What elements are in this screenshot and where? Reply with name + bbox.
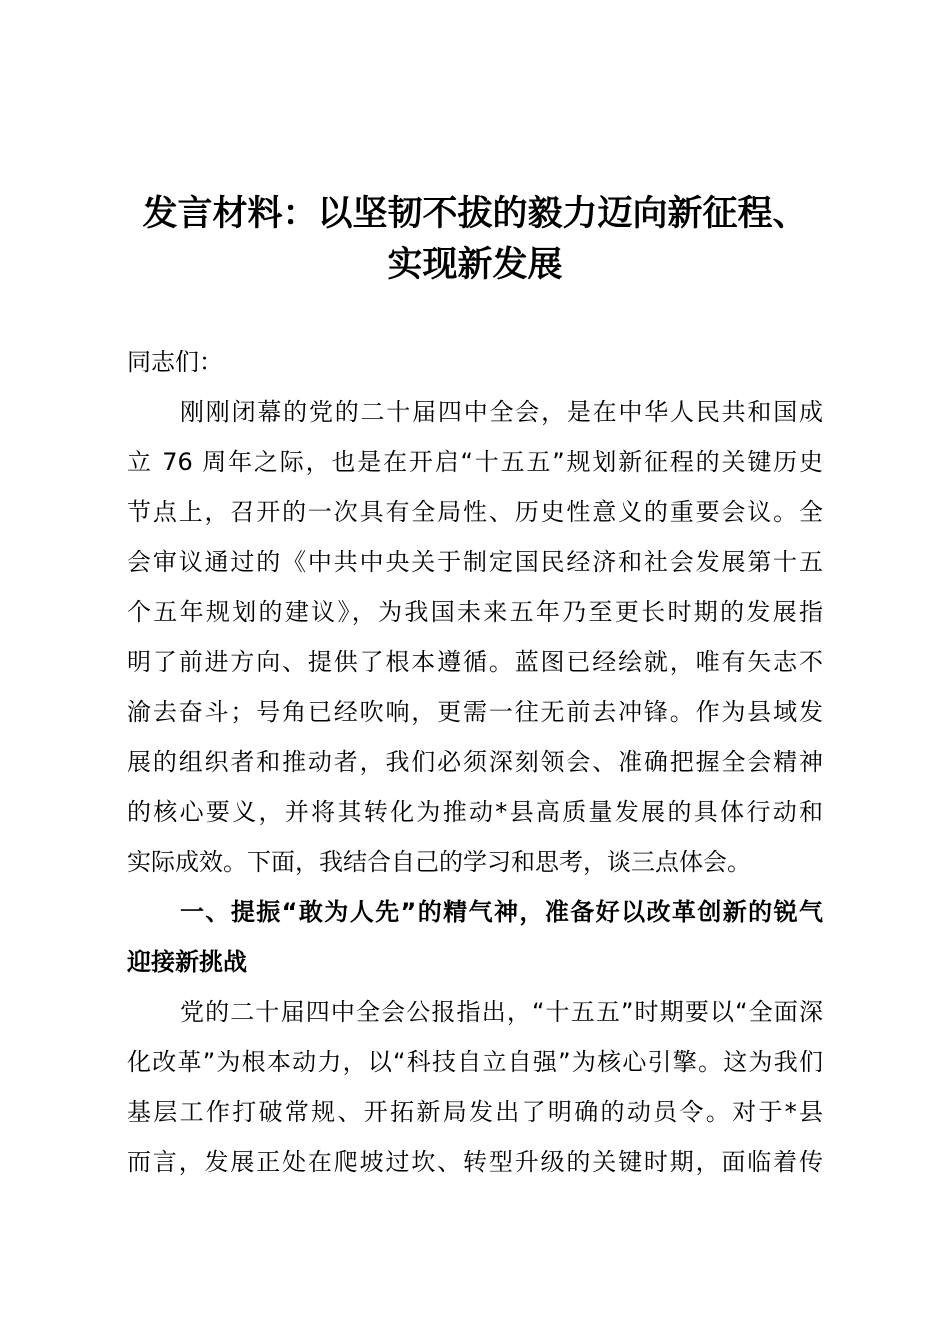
- paragraph-line: 渝去奋斗；号角已经吹响，更需一往无前去冲锋。作为县域发: [127, 698, 823, 726]
- paragraph-line: 节点上，召开的一次具有全局性、历史性意义的重要会议。全: [127, 498, 823, 526]
- section-heading-line: 一、提振“敢为人先”的精气神，准备好以改革创新的锐气: [180, 898, 823, 926]
- paragraph-line: 实际成效。下面，我结合自己的学习和思考，谈三点体会。: [127, 848, 751, 876]
- section-heading-line: 迎接新挑战: [127, 948, 247, 976]
- paragraph-line: 个五年规划的建议》，为我国未来五年乃至更长时期的发展指: [127, 598, 823, 626]
- paragraph-line: 明了前进方向、提供了根本遵循。蓝图已经绘就，唯有矢志不: [127, 648, 823, 676]
- paragraph-line: 党的二十届四中全会公报指出，“十五五”时期要以“全面深: [180, 998, 823, 1026]
- document-title-line-2: 实现新发展: [387, 244, 563, 285]
- paragraph-line: 刚刚闭幕的党的二十届四中全会，是在中华人民共和国成: [180, 398, 823, 426]
- document-title-line-1: 发言材料：以坚韧不拔的毅力迈向新征程、: [142, 193, 808, 234]
- paragraph-line: 立 76 周年之际，也是在开启“十五五”规划新征程的关键历史: [127, 448, 823, 476]
- paragraph-line: 基层工作打破常规、开拓新局发出了明确的动员令。对于*县: [127, 1098, 823, 1126]
- paragraph-line: 展的组织者和推动者，我们必须深刻领会、准确把握全会精神: [127, 748, 823, 776]
- salutation: 同志们：: [127, 348, 223, 376]
- paragraph-line: 会审议通过的《中共中央关于制定国民经济和社会发展第十五: [127, 548, 823, 576]
- paragraph-line: 化改革”为根本动力，以“科技自立自强”为核心引擎。这为我们: [127, 1048, 823, 1076]
- paragraph-line: 而言，发展正处在爬坡过坎、转型升级的关键时期，面临着传: [127, 1148, 823, 1176]
- paragraph-line: 的核心要义，并将其转化为推动*县高质量发展的具体行动和: [127, 798, 823, 826]
